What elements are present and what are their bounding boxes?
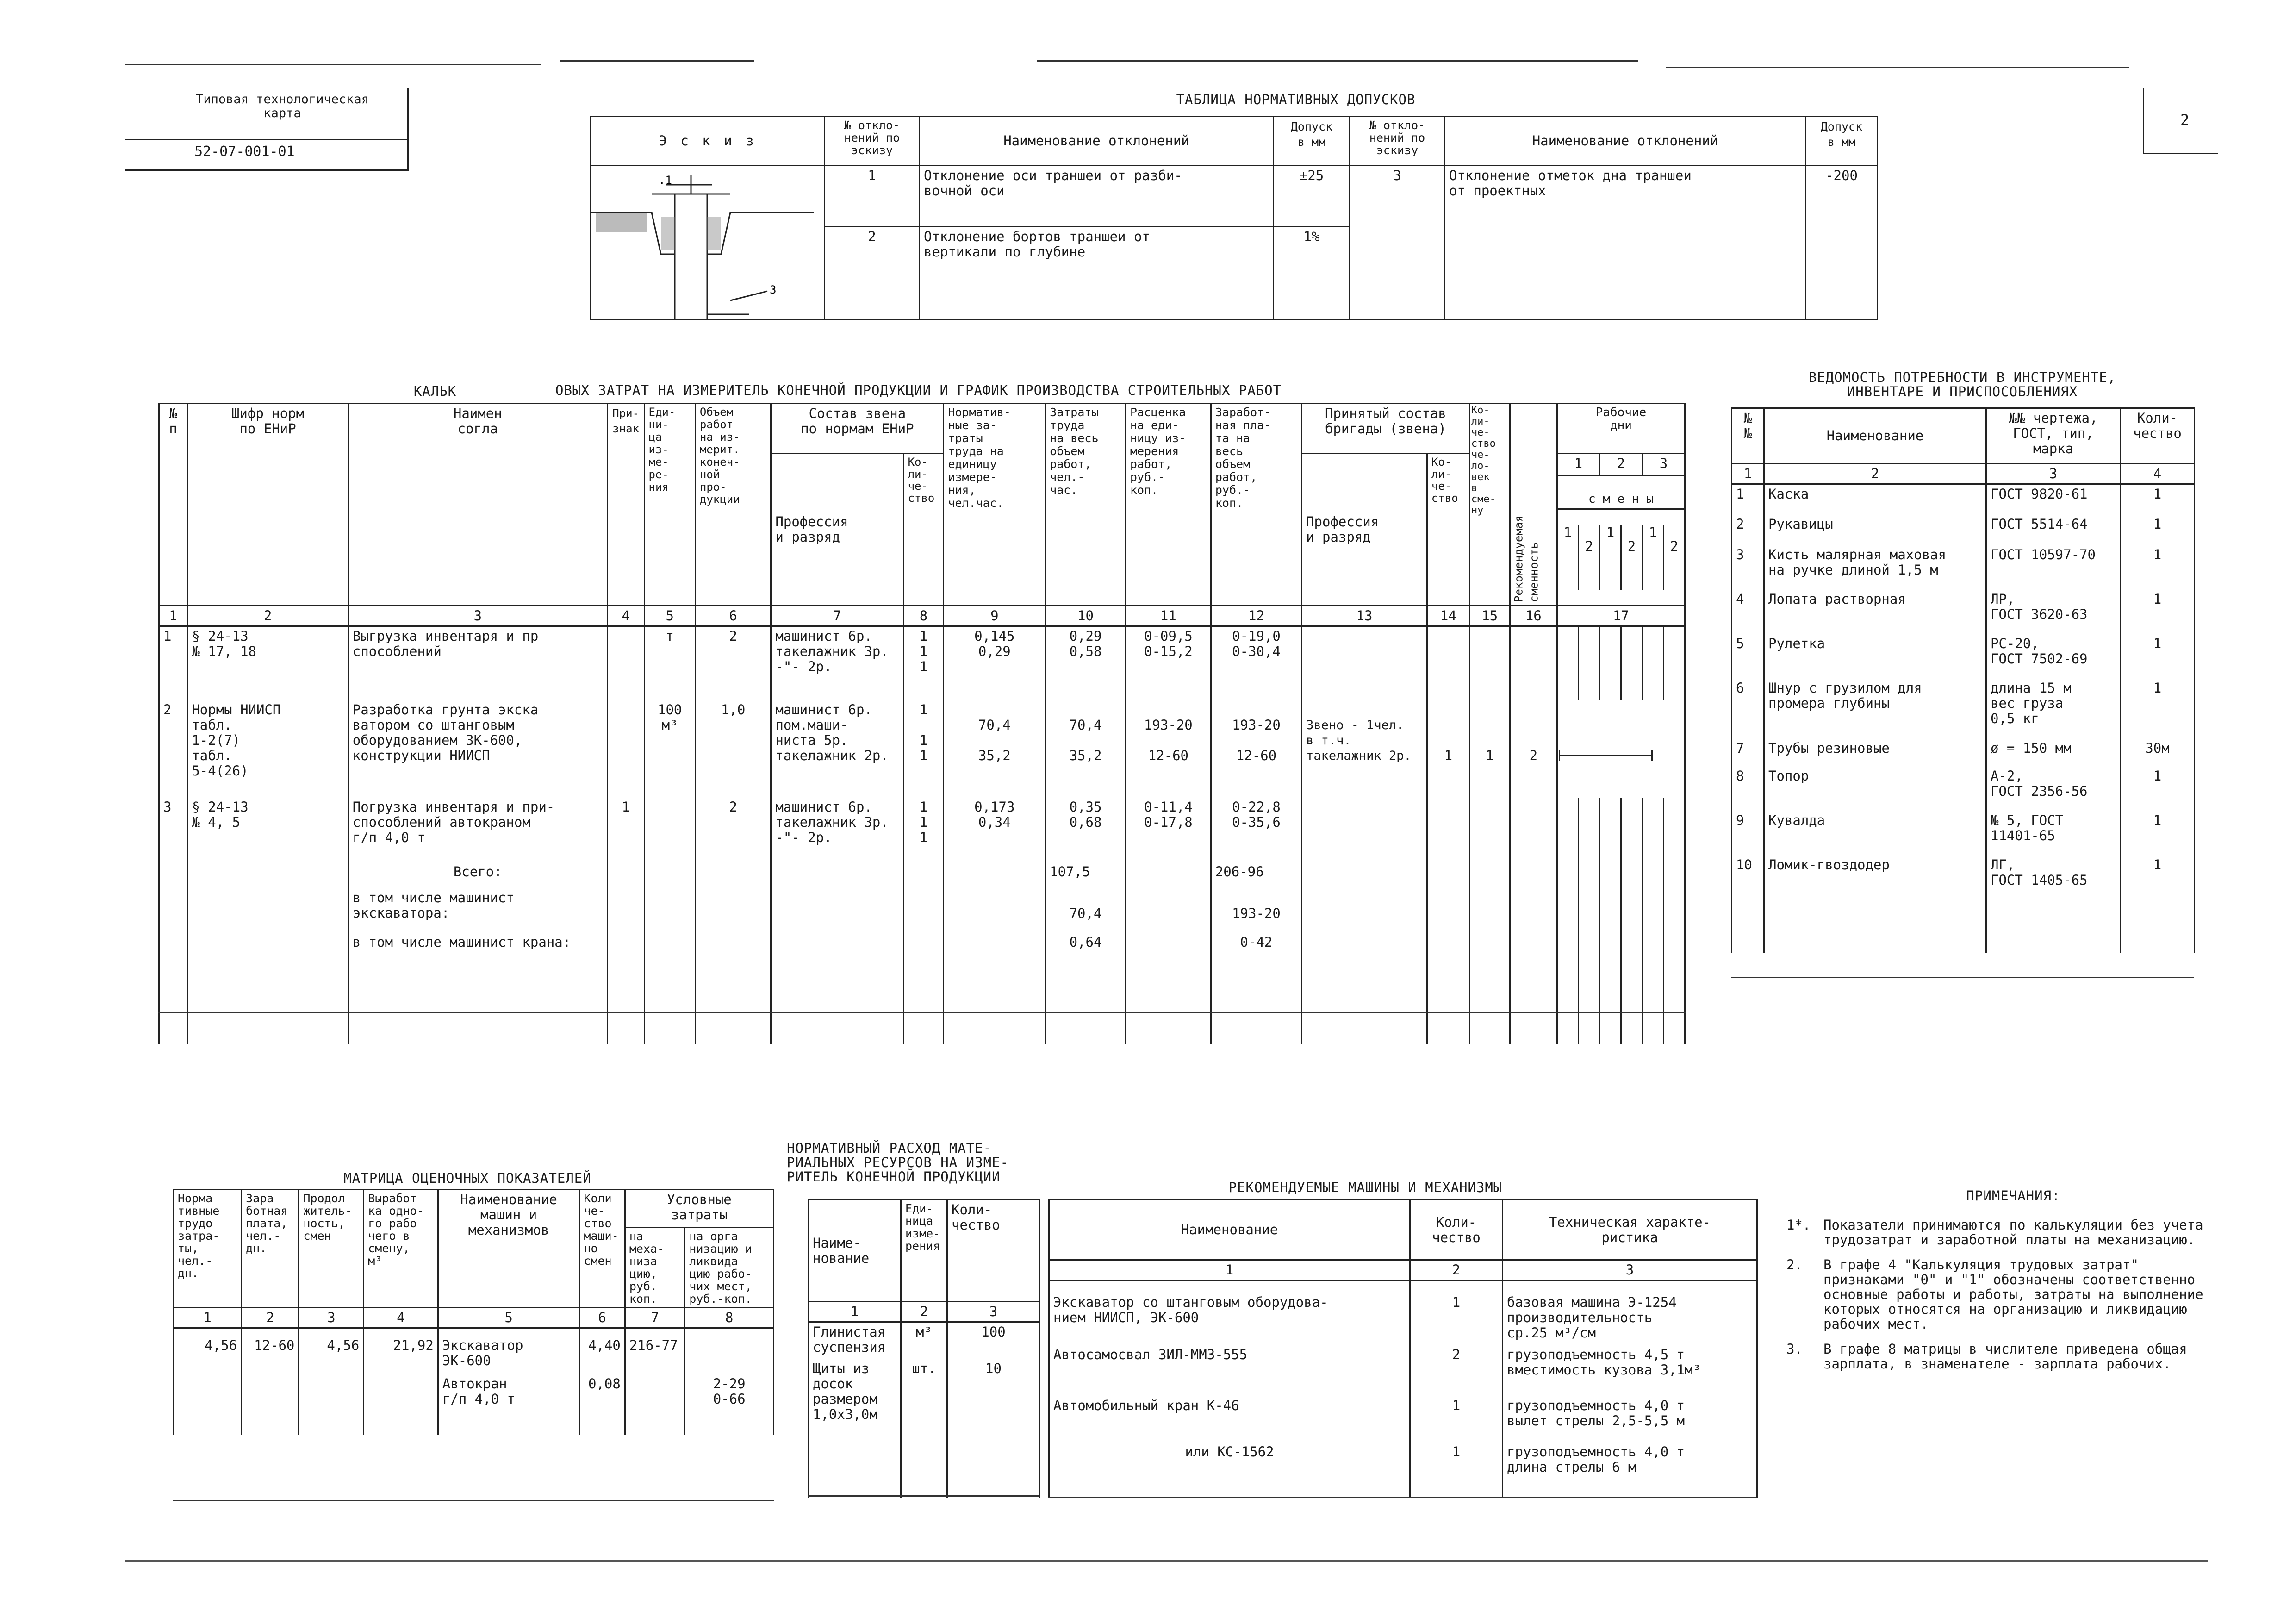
calc-r2-norm: Нормы НИИСП табл. 1-2(7) табл. 5-4(26): [187, 700, 348, 798]
calc-total-lt: 107,5: [1045, 862, 1126, 888]
calc-col-6: 6: [695, 606, 771, 626]
calc-r2-lt: 70,4 35,2: [1045, 700, 1126, 798]
tolerances-table: [590, 116, 1878, 320]
note-2-text: В графе 4 "Калькуляция трудовых затрат" признаками "0" и "1" обозначены соответственно основные работы и работы, затраты на выполнение которых относятся на организацию и ликвидацию рабочих мест.: [1823, 1257, 2203, 1332]
calc-r3-cp: [1302, 798, 1427, 862]
matrix-v-duration: 4,56: [299, 1328, 364, 1374]
tools-r4-mark: ЛР, ГОСТ 3620-63: [1986, 590, 2121, 634]
tol-r1-tol: ±25: [1274, 166, 1350, 227]
tol-h-sketch: Э с к и з: [591, 117, 825, 166]
tol-r1-num: 1: [825, 166, 920, 227]
calc-r2-lu: 70,4 35,2: [944, 700, 1045, 798]
tol-h-tol: Допуск в мм: [1274, 117, 1350, 166]
matrix-title: МАТРИЦА ОЦЕНОЧНЫХ ПОКАЗАТЕЛЕЙ: [343, 1170, 591, 1186]
tol-r1-name2: Отклонение отметок дна траншеи от проектных: [1445, 166, 1806, 319]
calc-r1-sign: [607, 626, 644, 700]
calc-col-2: 2: [187, 606, 348, 626]
tol-h-num2: № откло- нений по эскизу: [1350, 117, 1445, 166]
mat-row-2: [809, 1359, 1040, 1498]
matrix-h-costs: Условные затраты: [625, 1190, 773, 1228]
mach-col-3: 3: [1503, 1260, 1757, 1280]
mach-h-name: Наименование: [1049, 1200, 1410, 1260]
matrix-h-org: на орга- низацию и ликвида- цию рабо- чих мест, руб.-коп.: [685, 1228, 774, 1308]
mach-col-2: 2: [1410, 1260, 1503, 1280]
calc-h-num: № п: [159, 404, 187, 606]
doc-code: 52-07-001-01: [194, 144, 295, 160]
calc-h-rate: Расценка на еди- ницу из- мерения работ, руб.- коп.: [1126, 404, 1211, 606]
calc-day-2: 2: [1599, 454, 1642, 476]
matrix-row-1: [174, 1328, 774, 1374]
calc-h-shifts: с м е н ы: [1558, 492, 1684, 510]
tools-r8-n: 8: [1732, 767, 1764, 811]
tools-r7-qty: 30м: [2121, 739, 2195, 767]
mat-col-2: 2: [901, 1302, 947, 1322]
tools-row-7: [1732, 739, 2195, 767]
calc-h-labor-total: Затраты труда на весь объем работ, чел.- час.: [1045, 404, 1126, 606]
calc-h-sign: При- знак: [607, 404, 644, 606]
tools-r8-mark: А-2, ГОСТ 2356-56: [1986, 767, 2121, 811]
calc-col-3: 3: [348, 606, 607, 626]
calc-col-11: 11: [1126, 606, 1211, 626]
matrix-v-shifts-2: 0,08: [579, 1374, 625, 1435]
tol-r2-name: Отклонение бортов траншеи от вертикали по глубине: [920, 227, 1274, 319]
tol-h-name: Наименование отклонений: [920, 117, 1274, 166]
tools-r1-n: 1: [1732, 484, 1764, 515]
calc-h-wage: Заработ- ная пла- та на весь объем работ, руб.- коп.: [1211, 404, 1301, 606]
calc-r2-name: Разработка грунта экска ватором со штанговым оборудованием ЗК-600, конструкции НИИСП: [348, 700, 607, 798]
tools-row-10: [1732, 856, 2195, 953]
mach-h-qty: Коли- чество: [1410, 1200, 1503, 1260]
calc-r1-wage: 0-19,0 0-30,4: [1211, 626, 1301, 700]
matrix-col-3: 3: [299, 1308, 364, 1328]
tools-r10-mark: ЛГ, ГОСТ 1405-65: [1986, 856, 2121, 953]
tol-r2-num: 2: [825, 227, 920, 319]
mat-r1-name: Глинистая суспензия: [809, 1322, 901, 1359]
tol-h-name2: Наименование отклонений: [1445, 117, 1806, 166]
tools-r5-mark: РС-20, ГОСТ 7502-69: [1986, 634, 2121, 679]
calc-r1-name: Выгрузка инвентаря и пр способлений: [348, 626, 607, 700]
mat-h-qty: Коли- чество: [947, 1200, 1040, 1302]
svg-text:.1: .1: [659, 174, 672, 187]
matrix-col-2: 2: [242, 1308, 299, 1328]
tools-row-2: [1732, 515, 2195, 545]
calc-shift-6: 2: [1670, 538, 1679, 554]
matrix-h-shifts: Коли- че- ство маши- но - смен: [579, 1190, 625, 1308]
gantt-start-tick: [1559, 750, 1560, 761]
mach-col-1: 1: [1049, 1260, 1410, 1280]
calc-row-1: [159, 626, 1685, 700]
tools-r5-name: Рулетка: [1764, 634, 1986, 679]
machines-title: РЕКОМЕНДУЕМЫЕ МАШИНЫ И МЕХАНИЗМЫ: [1228, 1180, 1502, 1195]
calc-shift-1: 1: [1558, 525, 1579, 590]
calc-col-17: 17: [1557, 606, 1685, 626]
calc-day-3: 3: [1642, 454, 1685, 476]
tools-r8-qty: 1: [2121, 767, 2195, 811]
note-1: [1786, 1218, 2212, 1247]
tools-h-name: Наименование: [1764, 408, 1986, 464]
calc-h-crew-qty: Ко- ли- че- ство: [1427, 454, 1469, 606]
tools-r8-name: Топор: [1764, 767, 1986, 811]
mat-col-1: 1: [809, 1302, 901, 1322]
mach-row-3: [1049, 1396, 1757, 1443]
gantt-bar: [1560, 755, 1652, 756]
mach-r3-qty: 1: [1410, 1396, 1503, 1443]
tools-h-num: № №: [1732, 408, 1764, 464]
matrix-col-8: 8: [685, 1308, 774, 1328]
calc-h-crews-n: Ко- ли- че- ство че- ло- век в сме- ну: [1469, 404, 1510, 606]
tools-r1-mark: ГОСТ 9820-61: [1986, 484, 2121, 515]
tools-title: ВЕДОМОСТЬ ПОТРЕБНОСТИ В ИНСТРУМЕНТЕ, ИНВЕНТАРЕ И ПРИСПОСОБЛЕНИЯХ: [1808, 369, 2116, 400]
matrix-col-1: 1: [174, 1308, 242, 1328]
calc-col-16: 16: [1510, 606, 1557, 626]
calc-r2-vol: 1,0: [695, 700, 771, 798]
tools-row-4: [1732, 590, 2195, 634]
mat-r2-qty: 10: [947, 1359, 1040, 1498]
matrix-h-mech: на меха- низа- цию, руб.- коп.: [625, 1228, 684, 1308]
tools-row-5: [1732, 634, 2195, 679]
calc-sub2-row: [159, 933, 1685, 1044]
calc-r3-cq: [1427, 798, 1469, 862]
tools-r7-n: 7: [1732, 739, 1764, 767]
calc-r1-sh: [1510, 626, 1557, 700]
tools-r4-qty: 1: [2121, 590, 2195, 634]
note-2-num: 2.: [1786, 1257, 1803, 1273]
calc-r2-cp: Звено - 1чел. в т.ч. такелажник 2р.: [1302, 700, 1427, 798]
calc-r3-cn: [1469, 798, 1510, 862]
tol-h-num: № откло- нений по эскизу: [825, 117, 920, 166]
calc-h-crew-prof: Профессия и разряд: [1302, 454, 1427, 606]
matrix-h-wage: Зара- ботная плата, чел.- дн.: [242, 1190, 299, 1308]
tools-bottom-border: [1731, 977, 2194, 978]
tools-r6-n: 6: [1732, 679, 1764, 739]
matrix-v-labor: 4,56: [174, 1328, 242, 1374]
page-number: 2: [2180, 111, 2190, 129]
calc-r2-cn: 1: [1469, 700, 1510, 798]
notes-title: ПРИМЕЧАНИЯ:: [1966, 1188, 2060, 1204]
calc-total-label: Всего:: [348, 862, 607, 888]
calc-r1-vol: 2: [695, 626, 771, 700]
tools-col-2: 2: [1764, 464, 1986, 484]
tools-r6-mark: длина 15 м вес груза 0,5 кг: [1986, 679, 2121, 739]
mat-r2-unit: шт.: [901, 1359, 947, 1498]
bottom-frame-line: [125, 1560, 2208, 1562]
calc-r3-vol: 2: [695, 798, 771, 862]
mach-row-2: [1049, 1345, 1757, 1396]
calc-r2-sign: [607, 700, 644, 798]
gantt-end-tick: [1651, 750, 1653, 761]
calc-h-name: Наимен согла: [348, 404, 607, 606]
note-2: [1786, 1257, 2212, 1331]
calc-total-row: [159, 862, 1685, 888]
tolerances-title: ТАБЛИЦА НОРМАТИВНЫХ ДОПУСКОВ: [1176, 92, 1416, 107]
matrix-v-org: 2-29 0-66: [685, 1374, 774, 1435]
tools-r7-mark: ø = 150 мм: [1986, 739, 2121, 767]
tools-table: [1731, 407, 2195, 953]
calc-sub2-wage: 0-42: [1211, 933, 1301, 1044]
tools-r9-mark: № 5, ГОСТ 11401-65: [1986, 811, 2121, 856]
matrix-v-machine-1: Экскаватор ЭК-600: [438, 1328, 579, 1374]
calc-shift-3: 1: [1600, 525, 1622, 590]
calc-r1-rate: 0-09,5 0-15,2: [1126, 626, 1211, 700]
calc-r3-sign: 1: [607, 798, 644, 862]
calc-r1-cn: [1469, 626, 1510, 700]
calc-r2-sh: 2: [1510, 700, 1557, 798]
mach-h-spec: Техническая характе- ристика: [1503, 1200, 1757, 1260]
tools-row-1: [1732, 484, 2195, 515]
mat-row-1: [809, 1322, 1040, 1359]
mat-r1-unit: м³: [901, 1322, 947, 1359]
mach-r3-name: Автомобильный кран К-46: [1049, 1396, 1410, 1443]
calc-h-crew-norm: Состав звена по нормам ЕНиР: [771, 404, 944, 454]
matrix-h-output: Выработ- ка одно- го рабо- чего в смену, м³: [364, 1190, 438, 1308]
calc-row-2: [159, 700, 1685, 798]
calc-total-wage: 206-96: [1211, 862, 1301, 888]
tools-r5-n: 5: [1732, 634, 1764, 679]
calc-r1-lu: 0,145 0,29: [944, 626, 1045, 700]
tol-h-tol2: Допуск в мм: [1806, 117, 1878, 166]
note-3: [1786, 1342, 2212, 1371]
matrix-col-5: 5: [438, 1308, 579, 1328]
note-3-text: В графе 8 матрицы в числителе приведена общая зарплата, в знаменателе - зарплата рабочих.: [1823, 1341, 2187, 1372]
machines-table: [1048, 1199, 1758, 1498]
mat-h-name: Наиме- нование: [809, 1200, 901, 1302]
mat-h-unit: Еди- ница изме- рения: [901, 1200, 947, 1302]
calc-col-numbers: [159, 606, 1685, 626]
matrix-h-duration: Продол- житель- ность, смен: [299, 1190, 364, 1308]
tools-r9-name: Кувалда: [1764, 811, 1986, 856]
calc-col-4: 4: [607, 606, 644, 626]
tools-r6-name: Шнур с грузилом для промера глубины: [1764, 679, 1986, 739]
tools-row-6: [1732, 679, 2195, 739]
calc-h-volume: Объем работ на из- мерит. конеч- ной про- дукции: [695, 404, 771, 606]
calc-r3-name: Погрузка инвентаря и при- способлений автокраном г/п 4,0 т: [348, 798, 607, 862]
tools-r2-qty: 1: [2121, 515, 2195, 545]
materials-bottom-border: [808, 1495, 1039, 1497]
tools-r5-qty: 1: [2121, 634, 2195, 679]
mach-row-1: [1049, 1280, 1757, 1345]
matrix-row-2: [174, 1374, 774, 1435]
matrix-col-4: 4: [364, 1308, 438, 1328]
tol-sketch-cell: [591, 166, 825, 319]
calc-r3-qty: 1 1 1: [903, 798, 944, 862]
machines-bottom-border: [1048, 1497, 1756, 1498]
calc-r1-norm: § 24-13 № 17, 18: [187, 626, 348, 700]
mat-r1-qty: 100: [947, 1322, 1040, 1359]
tools-r1-name: Каска: [1764, 484, 1986, 515]
doc-label: Типовая технологическая карта: [196, 92, 369, 120]
calc-h-days: Рабочие дни: [1557, 404, 1685, 454]
tools-r10-name: Ломик-гвоздодер: [1764, 856, 1986, 953]
calc-r1-unit: т: [644, 626, 695, 700]
calc-r2-num: 2: [159, 700, 187, 798]
note-3-num: 3.: [1786, 1341, 1803, 1357]
matrix-h-machines: Наименование машин и механизмов: [438, 1190, 579, 1308]
tools-r3-name: Кисть малярная маховая на ручке длиной 1,5 м: [1764, 545, 1986, 590]
calc-col-9: 9: [944, 606, 1045, 626]
tools-h-mark: №№ чертежа, ГОСТ, тип, марка: [1986, 408, 2121, 464]
calc-shift-4: 2: [1622, 525, 1643, 590]
calc-col-12: 12: [1211, 606, 1301, 626]
mach-r2-qty: 2: [1410, 1345, 1503, 1396]
tools-r2-name: Рукавицы: [1764, 515, 1986, 545]
calc-r2-wage: 193-20 12-60: [1211, 700, 1301, 798]
calc-day-1: 1: [1557, 454, 1599, 476]
calc-col-14: 14: [1427, 606, 1469, 626]
tol-r2-tol: 1%: [1274, 227, 1350, 319]
calc-h-crew: Принятый состав бригады (звена): [1302, 404, 1470, 454]
mat-col-3: 3: [947, 1302, 1040, 1322]
mat-r2-name: Щиты из досок размером 1,0х3,0м: [809, 1359, 901, 1498]
matrix-v-machine-2: Автокран г/п 4,0 т: [438, 1374, 579, 1435]
calc-r3-num: 3: [159, 798, 187, 862]
gantt-cell: [1557, 700, 1685, 798]
calc-sub1-label: в том числе машинист экскаватора:: [348, 888, 607, 933]
tools-row-3: [1732, 545, 2195, 590]
svg-text:3: 3: [770, 283, 777, 296]
calc-sub1-lt: 70,4: [1045, 888, 1126, 933]
matrix-v-wage: 12-60: [242, 1328, 299, 1374]
page-number-box: [2143, 88, 2218, 154]
tools-r4-n: 4: [1732, 590, 1764, 634]
calc-r2-qty: 1 1 1: [903, 700, 944, 798]
calc-r3-wage: 0-22,8 0-35,6: [1211, 798, 1301, 862]
calc-col-1: 1: [159, 606, 187, 626]
calc-r1-cp: [1302, 626, 1427, 700]
calc-sub2-lt: 0,64: [1045, 933, 1126, 1044]
mach-r4-qty: 1: [1410, 1443, 1503, 1498]
note-1-text: Показатели принимаются по калькуляции без учета трудозатрат и заработной платы на механизацию.: [1823, 1217, 2203, 1248]
matrix-table: [173, 1189, 774, 1435]
mach-r1-name: Экскаватор со штанговым оборудова- нием НИИСП, ЭК-600: [1049, 1280, 1410, 1345]
calc-shift-5: 1: [1643, 525, 1664, 590]
calc-shifts-cell: [1557, 476, 1685, 606]
matrix-v-mech: 216-77: [625, 1328, 684, 1374]
calc-title-right: ОВЫХ ЗАТРАТ НА ИЗМЕРИТЕЛЬ КОНЕЧНОЙ ПРОДУКЦИИ И ГРАФИК ПРОИЗВОДСТВА СТРОИТЕЛЬНЫХ РАБОТ: [555, 382, 1282, 398]
tools-row-8: [1732, 767, 2195, 811]
mach-r1-spec: базовая машина Э-1254 производительность ср.25 м³/см: [1503, 1280, 1757, 1345]
mach-r2-spec: грузоподъемность 4,5 т вместимость кузова 3,1м³: [1503, 1345, 1757, 1396]
calc-r3-rate: 0-11,4 0-17,8: [1126, 798, 1211, 862]
doc-stamp: [125, 88, 409, 171]
tools-r10-n: 10: [1732, 856, 1764, 953]
calc-r3-lt: 0,35 0,68: [1045, 798, 1126, 862]
tools-r4-name: Лопата растворная: [1764, 590, 1986, 634]
calc-title-left: КАЛЬК: [413, 383, 457, 399]
mach-r2-name: Автосамосвал ЗИЛ-ММЗ-555: [1049, 1345, 1410, 1396]
calc-r1-lt: 0,29 0,58: [1045, 626, 1126, 700]
calc-r3-unit: [644, 798, 695, 862]
tools-r2-n: 2: [1732, 515, 1764, 545]
mach-r1-qty: 1: [1410, 1280, 1503, 1345]
calc-col-10: 10: [1045, 606, 1126, 626]
matrix-h-labor: Норма- тивные трудо- затра- ты, чел.- дн.: [174, 1190, 242, 1308]
tools-h-qty: Коли- чество: [2121, 408, 2195, 464]
calc-sub1-wage: 193-20: [1211, 888, 1301, 933]
matrix-bottom-border: [173, 1500, 774, 1501]
tools-r9-n: 9: [1732, 811, 1764, 856]
calc-col-13: 13: [1302, 606, 1427, 626]
calc-r2-prof: машинист 6р. пом.маши- ниста 5р. такелажник 2р.: [771, 700, 903, 798]
notes-list: [1786, 1218, 2212, 1381]
matrix-v-shifts-1: 4,40: [579, 1328, 625, 1374]
tools-r6-qty: 1: [2121, 679, 2195, 739]
tools-r3-mark: ГОСТ 10597-70: [1986, 545, 2121, 590]
calc-h-unit: Еди- ни- ца из- ме- ре- ния: [644, 404, 695, 606]
tools-col-3: 3: [1986, 464, 2121, 484]
matrix-v-output: 21,92: [364, 1328, 438, 1374]
mach-r4-name: или КС-1562: [1049, 1443, 1410, 1498]
calc-h-shift: Рекомендуемая сменность: [1510, 404, 1557, 606]
tools-r3-n: 3: [1732, 545, 1764, 590]
calc-h-labor-unit: Норматив- ные за- траты труда на единицу измере- ния, чел.час.: [944, 404, 1045, 606]
calc-col-8: 8: [903, 606, 944, 626]
calc-r2-rate: 193-20 12-60: [1126, 700, 1211, 798]
calc-r1-prof: машинист 6р. такелажник 3р. -"- 2р.: [771, 626, 903, 700]
tol-r1-num2: 3: [1350, 166, 1445, 319]
calc-r3-lu: 0,173 0,34: [944, 798, 1045, 862]
calc-h-norm: Шифр норм по ЕНиР: [187, 404, 348, 606]
tools-row-9: [1732, 811, 2195, 856]
calc-shift-2: 2: [1579, 525, 1600, 590]
calc-r2-cq: 1: [1427, 700, 1469, 798]
materials-table: [808, 1199, 1040, 1498]
calc-h-prof: Профессия и разряд: [771, 454, 903, 606]
calc-col-15: 15: [1469, 606, 1510, 626]
calc-col-5: 5: [644, 606, 695, 626]
tools-r7-name: Трубы резиновые: [1764, 739, 1986, 767]
calc-r3-prof: машинист 6р. такелажник 3р. -"- 2р.: [771, 798, 903, 862]
calc-bottom-border: [158, 1012, 1686, 1013]
materials-title: НОРМАТИВНЫЙ РАСХОД МАТЕ- РИАЛЬНЫХ РЕСУРСОВ НА ИЗМЕ- РИТЕЛЬ КОНЕЧНОЙ ПРОДУКЦИИ: [787, 1140, 1009, 1185]
tools-col-4: 4: [2121, 464, 2195, 484]
calc-h-qty: Ко- ли- че- ство: [903, 454, 944, 606]
calc-r1-qty: 1 1 1: [903, 626, 944, 700]
tools-r3-qty: 1: [2121, 545, 2195, 590]
tol-r1-name: Отклонение оси траншеи от разби- вочной оси: [920, 166, 1274, 227]
matrix-v-org-empty: [685, 1328, 774, 1374]
tools-col-1: 1: [1732, 464, 1764, 484]
matrix-col-7: 7: [625, 1308, 684, 1328]
mach-r3-spec: грузоподъемность 4,0 т вылет стрелы 2,5-5,5 м: [1503, 1396, 1757, 1443]
calc-r3-norm: § 24-13 № 4, 5: [187, 798, 348, 862]
calc-col-7: 7: [771, 606, 903, 626]
note-1-num: 1*.: [1786, 1217, 1811, 1233]
tools-r10-qty: 1: [2121, 856, 2195, 953]
tools-r2-mark: ГОСТ 5514-64: [1986, 515, 2121, 545]
calc-r1-num: 1: [159, 626, 187, 700]
mach-row-4: [1049, 1443, 1757, 1498]
calc-r3-sh: [1510, 798, 1557, 862]
matrix-col-6: 6: [579, 1308, 625, 1328]
calc-row-3: [159, 798, 1685, 862]
calc-sub1-row: [159, 888, 1685, 933]
calc-table: [158, 403, 1686, 1044]
calc-r1-cq: [1427, 626, 1469, 700]
trench-sketch: [591, 166, 823, 319]
tools-r1-qty: 1: [2121, 484, 2195, 515]
tools-r9-qty: 1: [2121, 811, 2195, 856]
mach-r4-spec: грузоподъемность 4,0 т длина стрелы 6 м: [1503, 1443, 1757, 1498]
calc-r2-unit: 100 м³: [644, 700, 695, 798]
calc-sub2-label: в том числе машинист крана:: [348, 933, 607, 1044]
tol-r1-tol2: -200: [1806, 166, 1878, 319]
